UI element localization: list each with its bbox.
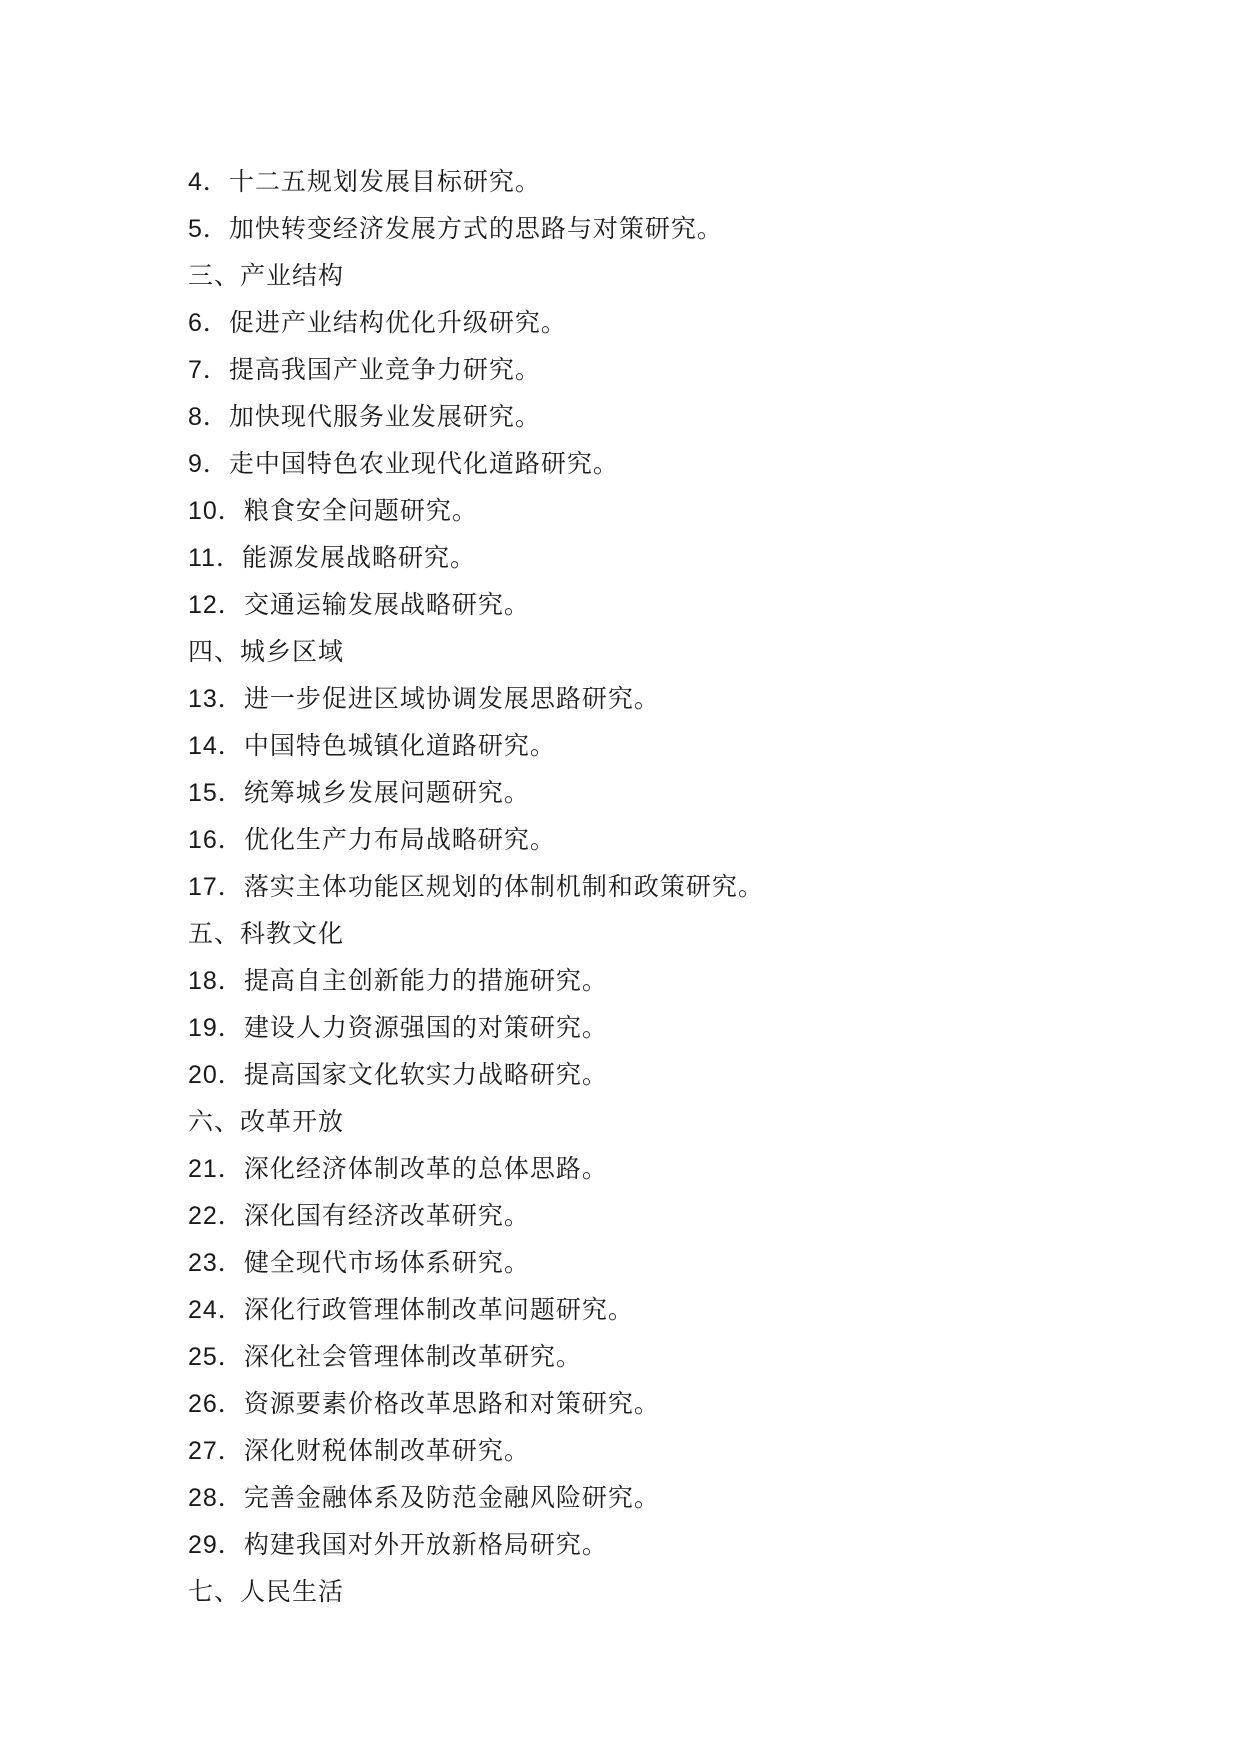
item-text: 构建我国对外开放新格局研究。 xyxy=(243,1530,608,1559)
list-item xyxy=(188,487,764,534)
item-text: 加快现代服务业发展研究。 xyxy=(228,402,541,431)
item-text: 进一步促进区域协调发展思路研究。 xyxy=(243,684,660,713)
list-item xyxy=(188,1521,764,1568)
list-item xyxy=(188,440,764,487)
item-text: 落实主体功能区规划的体制机制和政策研究。 xyxy=(243,872,764,901)
item-number: 17． xyxy=(188,873,244,901)
item-number: 18． xyxy=(188,967,244,995)
item-text: 深化财税体制改革研究。 xyxy=(243,1436,530,1465)
section-heading-text: 三、产业结构 xyxy=(188,261,345,290)
item-text: 深化行政管理体制改革问题研究。 xyxy=(243,1295,634,1324)
item-number: 15． xyxy=(188,779,244,807)
item-number: 19． xyxy=(188,1014,244,1042)
list-item xyxy=(188,1380,764,1427)
item-number: 6． xyxy=(188,309,229,337)
item-text: 完善金融体系及防范金融风险研究。 xyxy=(243,1483,660,1512)
item-text: 提高自主创新能力的措施研究。 xyxy=(243,966,608,995)
list-item xyxy=(188,1145,764,1192)
item-number: 4． xyxy=(188,168,229,196)
item-number: 5． xyxy=(188,215,229,243)
list-item xyxy=(188,675,764,722)
item-text: 统筹城乡发展问题研究。 xyxy=(243,778,530,807)
list-item xyxy=(188,393,764,440)
list-item xyxy=(188,1333,764,1380)
item-text: 资源要素价格改革思路和对策研究。 xyxy=(243,1389,660,1418)
item-number: 16． xyxy=(188,826,244,854)
item-number: 14． xyxy=(188,732,244,760)
item-text: 提高国家文化软实力战略研究。 xyxy=(243,1060,608,1089)
item-number: 9． xyxy=(188,450,229,478)
item-number: 12． xyxy=(188,591,244,619)
list-item xyxy=(188,1192,764,1239)
research-topic-list xyxy=(188,158,764,1615)
list-item xyxy=(188,581,764,628)
section-heading xyxy=(188,252,764,299)
item-number: 27． xyxy=(188,1437,244,1465)
section-heading-text: 七、人民生活 xyxy=(188,1577,345,1606)
item-text: 健全现代市场体系研究。 xyxy=(243,1248,530,1277)
item-number: 21． xyxy=(188,1155,244,1183)
item-number: 20． xyxy=(188,1061,244,1089)
list-item xyxy=(188,1427,764,1474)
item-text: 加快转变经济发展方式的思路与对策研究。 xyxy=(228,214,723,243)
item-text: 十二五规划发展目标研究。 xyxy=(228,167,541,196)
section-heading xyxy=(188,628,764,675)
item-text: 走中国特色农业现代化道路研究。 xyxy=(228,449,619,478)
item-number: 7． xyxy=(188,356,229,384)
item-text: 深化社会管理体制改革研究。 xyxy=(243,1342,582,1371)
list-item xyxy=(188,205,764,252)
section-heading-text: 四、城乡区域 xyxy=(188,637,345,666)
item-number: 26． xyxy=(188,1390,244,1418)
list-item xyxy=(188,1474,764,1521)
list-item xyxy=(188,816,764,863)
item-number: 13． xyxy=(188,685,244,713)
item-number: 10． xyxy=(188,497,244,525)
list-item xyxy=(188,534,764,581)
item-number: 11． xyxy=(188,544,242,572)
section-heading xyxy=(188,1568,764,1615)
item-text: 粮食安全问题研究。 xyxy=(243,496,478,525)
list-item xyxy=(188,1051,764,1098)
item-number: 23． xyxy=(188,1249,244,1277)
section-heading xyxy=(188,910,764,957)
list-item xyxy=(188,299,764,346)
item-number: 24． xyxy=(188,1296,244,1324)
item-number: 8． xyxy=(188,403,229,431)
item-text: 交通运输发展战略研究。 xyxy=(243,590,530,619)
list-item xyxy=(188,1239,764,1286)
item-number: 28． xyxy=(188,1484,244,1512)
list-item xyxy=(188,158,764,205)
item-number: 29． xyxy=(188,1531,244,1559)
list-item xyxy=(188,769,764,816)
item-text: 能源发展战略研究。 xyxy=(241,543,476,572)
section-heading-text: 六、改革开放 xyxy=(188,1107,345,1136)
item-text: 优化生产力布局战略研究。 xyxy=(243,825,556,854)
list-item xyxy=(188,1286,764,1333)
list-item xyxy=(188,863,764,910)
item-text: 深化国有经济改革研究。 xyxy=(243,1201,530,1230)
section-heading xyxy=(188,1098,764,1145)
section-heading-text: 五、科教文化 xyxy=(188,919,345,948)
item-text: 建设人力资源强国的对策研究。 xyxy=(243,1013,608,1042)
item-number: 22． xyxy=(188,1202,244,1230)
item-text: 提高我国产业竞争力研究。 xyxy=(228,355,541,384)
item-text: 促进产业结构优化升级研究。 xyxy=(228,308,567,337)
item-text: 深化经济体制改革的总体思路。 xyxy=(243,1154,608,1183)
item-text: 中国特色城镇化道路研究。 xyxy=(243,731,556,760)
list-item xyxy=(188,1004,764,1051)
list-item xyxy=(188,722,764,769)
list-item xyxy=(188,346,764,393)
item-number: 25． xyxy=(188,1343,244,1371)
list-item xyxy=(188,957,764,1004)
